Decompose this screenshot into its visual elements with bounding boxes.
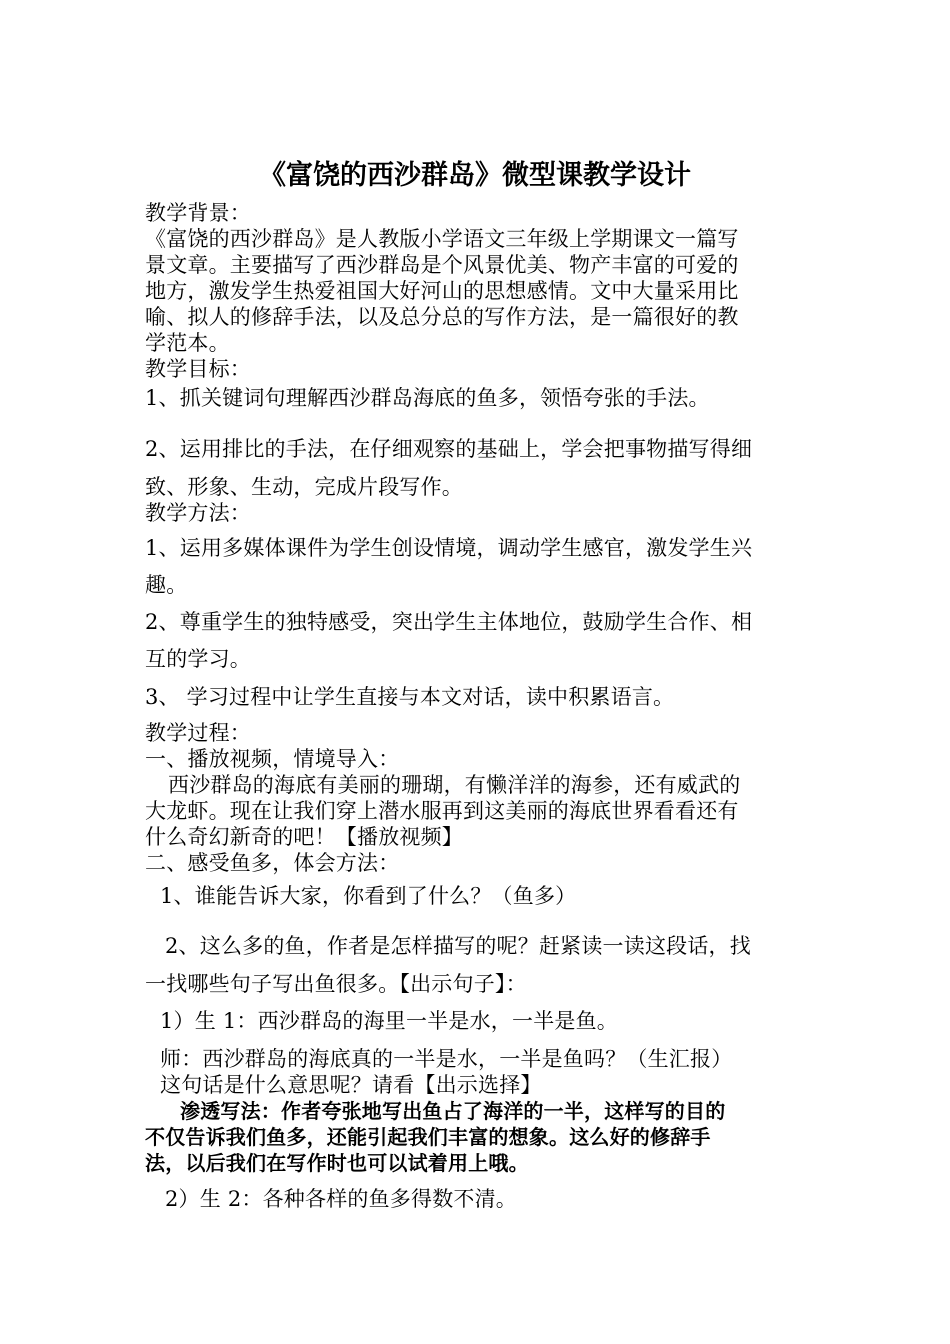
background-line: 地方，激发学生热爱祖国大好河山的思想感情。文中大量采用比 (145, 279, 739, 303)
question-2: 2、这么多的鱼，作者是怎样描写的呢？赶紧读一读这段话，找 (165, 934, 751, 958)
question-2-cont: 一找哪些句子写出鱼很多。【出示句子】： (145, 972, 527, 996)
methods-heading: 教学方法： (145, 501, 251, 525)
method-item-3: 3、 学习过程中让学生直接与本文对话，读中积累语言。 (145, 685, 675, 709)
student-answer-2: 2）生 2：各种各样的鱼多得数不清。 (165, 1187, 517, 1211)
part1-line: 大龙虾。现在让我们穿上潜水服再到这美丽的海底世界看看还有 (145, 799, 739, 823)
part1-line: 西沙群岛的海底有美丽的珊瑚，有懒洋洋的海参，还有威武的 (168, 773, 741, 797)
part2-heading: 二、感受鱼多，体会方法： (145, 851, 400, 875)
method-item-2-cont: 互的学习。 (145, 647, 251, 671)
student-answer-1: 1）生 1：西沙群岛的海里一半是水，一半是鱼。 (160, 1009, 618, 1033)
teacher-prompt: 这句话是什么意思呢？请看【出示选择】 (160, 1073, 542, 1097)
method-item-1: 1、运用多媒体课件为学生创设情境，调动学生感官，激发学生兴 (145, 536, 753, 560)
part1-heading: 一、播放视频，情境导入： (145, 747, 400, 771)
process-heading: 教学过程： (145, 721, 251, 745)
document-title: 《富饶的西沙群岛》微型课教学设计 (259, 160, 691, 191)
method-note-line: 不仅告诉我们鱼多，还能引起我们丰富的想象。这么好的修辞手 (145, 1125, 711, 1149)
teacher-question: 师：西沙群岛的海底真的一半是水，一半是鱼吗？（生汇报） (160, 1047, 733, 1071)
goal-item-2: 2、运用排比的手法，在仔细观察的基础上，学会把事物描写得细 (145, 437, 753, 461)
background-heading: 教学背景： (145, 201, 251, 225)
method-item-1-cont: 趣。 (145, 573, 188, 597)
question-1: 1、谁能告诉大家，你看到了什么？（鱼多） (160, 884, 577, 908)
method-note-line: 法，以后我们在写作时也可以试着用上哦。 (145, 1151, 529, 1175)
part1-line: 什么奇幻新奇的吧！【播放视频】 (145, 825, 463, 849)
method-note-line: 渗透写法：作者夸张地写出鱼占了海洋的一半，这样写的目的 (180, 1099, 726, 1123)
goal-item-1: 1、抓关键词句理解西沙群岛海底的鱼多，领悟夸张的手法。 (145, 386, 710, 410)
goals-heading: 教学目标： (145, 357, 251, 381)
background-line: 学范本。 (145, 331, 230, 355)
method-item-2: 2、尊重学生的独特感受，突出学生主体地位，鼓励学生合作、相 (145, 610, 753, 634)
background-line: 喻、拟人的修辞手法，以及总分总的写作方法，是一篇很好的教 (145, 305, 739, 329)
background-line: 景文章。主要描写了西沙群岛是个风景优美、物产丰富的可爱的 (145, 253, 739, 277)
background-line: 《富饶的西沙群岛》是人教版小学语文三年级上学期课文一篇写 (145, 227, 739, 251)
goal-item-2-cont: 致、形象、生动，完成片段写作。 (145, 475, 463, 499)
